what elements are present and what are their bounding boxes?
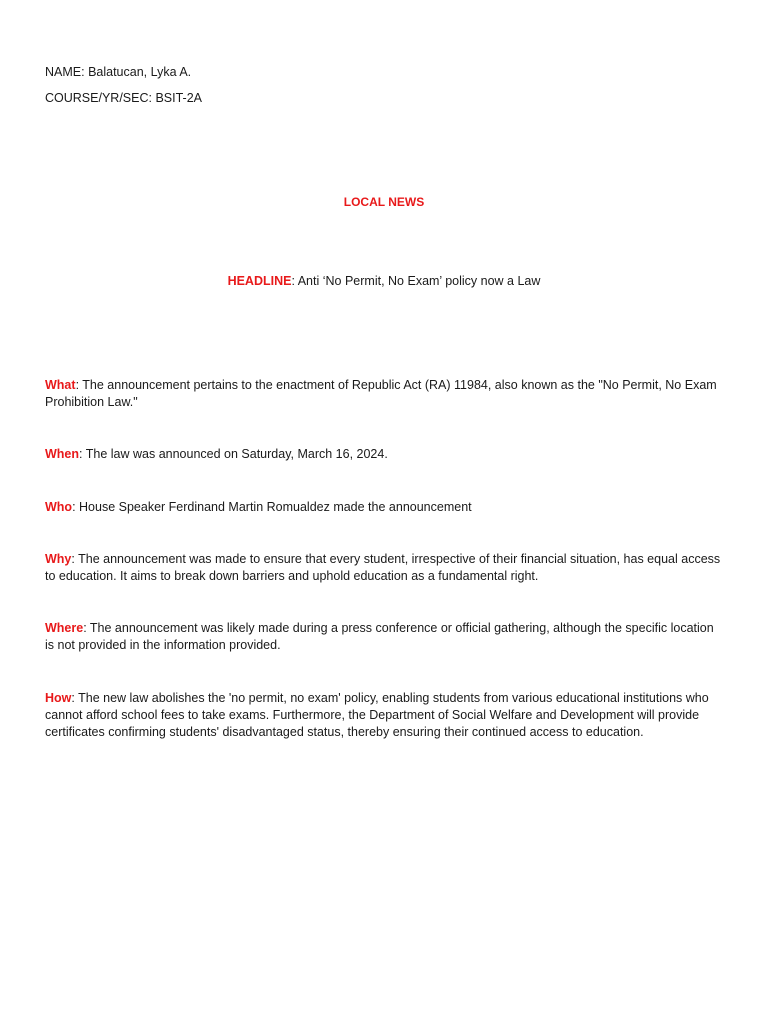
student-name [45, 64, 725, 81]
headline-text: : Anti ‘No Permit, No Exam’ policy now a Law [291, 274, 541, 288]
section-title: LOCAL NEWS [343, 195, 425, 209]
item-where-text: : The announcement was likely made during a press conference or official gathering, although the specific location is not provided in the information provided. [45, 621, 714, 652]
item-when [45, 446, 725, 463]
item-when-text: : The law was announced on Saturday, March 16, 2024. [79, 447, 388, 461]
item-where [45, 620, 725, 654]
item-what-label: What [45, 378, 76, 392]
item-what-text: : The announcement pertains to the enactment of Republic Act (RA) 11984, also known as the "No Permit, No Exam Prohibition Law." [45, 378, 717, 409]
item-how-label: How [45, 691, 72, 705]
item-how [45, 690, 725, 741]
item-why-label: Why [45, 552, 72, 566]
item-how-text: : The new law abolishes the 'no permit, no exam' policy, enabling students from various educational institutions who cannot afford school fees to take exams. Furthermore, the Department of Social Welfare and Development will provide certificates confirming students' disadvantaged status, thereby ensuring their continued access to education. [45, 691, 709, 739]
item-why-text: : The announcement was made to ensure that every student, irrespective of their financial situation, has equal access to education. It aims to break down barriers and uphold education as a fundamental right. [45, 552, 721, 583]
item-why [45, 551, 725, 585]
course-value: BSIT-2A [151, 91, 202, 105]
item-who-label: Who [45, 500, 73, 514]
course-label: COURSE/YR/SEC: [45, 91, 152, 105]
item-who-text: : House Speaker Ferdinand Martin Romualdez made the announcement [72, 500, 472, 514]
item-who [45, 499, 725, 516]
item-when-label: When [45, 447, 80, 461]
item-where-label: Where [45, 621, 84, 635]
headline [0, 273, 768, 290]
student-course [45, 90, 725, 107]
name-value: Balatucan, Lyka A. [84, 65, 192, 79]
item-what [45, 377, 725, 411]
headline-label: HEADLINE [227, 274, 292, 288]
name-label: NAME: [45, 65, 85, 79]
